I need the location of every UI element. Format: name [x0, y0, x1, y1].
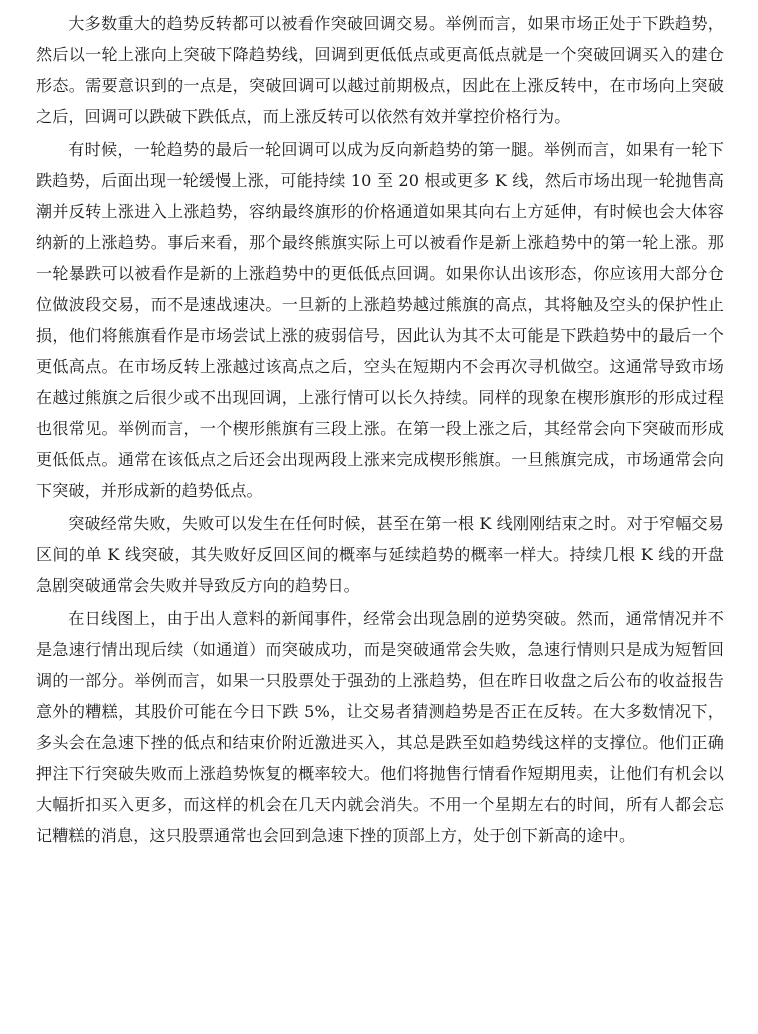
paragraph: 突破经常失败，失败可以发生在任何时候，甚至在第一根 K 线刚刚结束之时。对于窄幅交易区间的单 K 线突破，其失败好反回区间的概率与延续趋势的概率一样大。持续几根 K 线的开盘急剧突破通常会失败并导致反方向的趋势日。 — [36, 513, 724, 596]
paragraph: 大多数重大的趋势反转都可以被看作突破回调交易。举例而言，如果市场正处于下跌趋势，然后以一轮上涨向上突破下降趋势线，回调到更低低点或更高低点就是一个突破回调买入的建仓形态。需要意识到的一点是，突破回调可以越过前期极点，因此在上涨反转中，在市场向上突破之后，回调可以跌破下跌低点，而上涨反转可以依然有效并掌控价格行为。 — [36, 14, 724, 127]
document-body — [36, 8, 724, 851]
paragraph: 有时候，一轮趋势的最后一轮回调可以成为反向新趋势的第一腿。举例而言，如果有一轮下跌趋势，后面出现一轮缓慢上涨，可能持续 10 至 20 根或更多 K 线，然后市场出现一轮抛售高潮并反转上涨进入上涨趋势，容纳最终旗形的价格通道如果其向右上方延伸，有时候也会大体容纳新的上涨趋势。事后来看，那个最终熊旗实际上可以被看作是新上涨趋势中的第一轮上涨。那一轮暴跌可以被看作是新的上涨趋势中的更低低点回调。如果你认出该形态，你应该用大部分仓位做波段交易，而不是速战速决。一旦新的上涨趋势越过熊旗的高点，其将触及空头的保护性止损，他们将熊旗看作是市场尝试上涨的疲弱信号，因此认为其不太可能是下跌趋势中的最后一个更低高点。在市场反转上涨越过该高点之后，空头在短期内不会再次寻机做空。这通常导致市场在越过熊旗之后很少或不出现回调，上涨行情可以长久持续。同样的现象在楔形旗形的形成过程也很常见。举例而言，一个楔形熊旗有三段上涨。在第一段上涨之后，其经常会向下突破而形成更低低点。通常在该低点之后还会出现两段上涨来完成楔形熊旗。一旦熊旗完成，市场通常会向下突破，并形成新的趋势低点。 — [36, 139, 724, 501]
paragraph: 在日线图上，由于出人意料的新闻事件，经常会出现急剧的逆势突破。然而，通常情况并不是急速行情出现后续（如通道）而突破成功，而是突破通常会失败，急速行情则只是成为短暂回调的一部分。举例而言，如果一只股票处于强劲的上涨趋势，但在昨日收盘之后公布的收益报告意外的糟糕，其股价可能在今日下跌 5%，让交易者猜测趋势是否正在反转。在大多数情况下，多头会在急速下挫的低点和结束价附近激进买入，其总是跌至如趋势线这样的支撑位。他们正确押注下行突破失败而上涨趋势恢复的概率较大。他们将抛售行情看作短期甩卖，让他们有机会以大幅折扣买入更多，而这样的机会在几天内就会消失。不用一个星期左右的时间，所有人都会忘记糟糕的消息，这只股票通常也会回到急速下挫的顶部上方，处于创下新高的途中。 — [36, 608, 724, 846]
